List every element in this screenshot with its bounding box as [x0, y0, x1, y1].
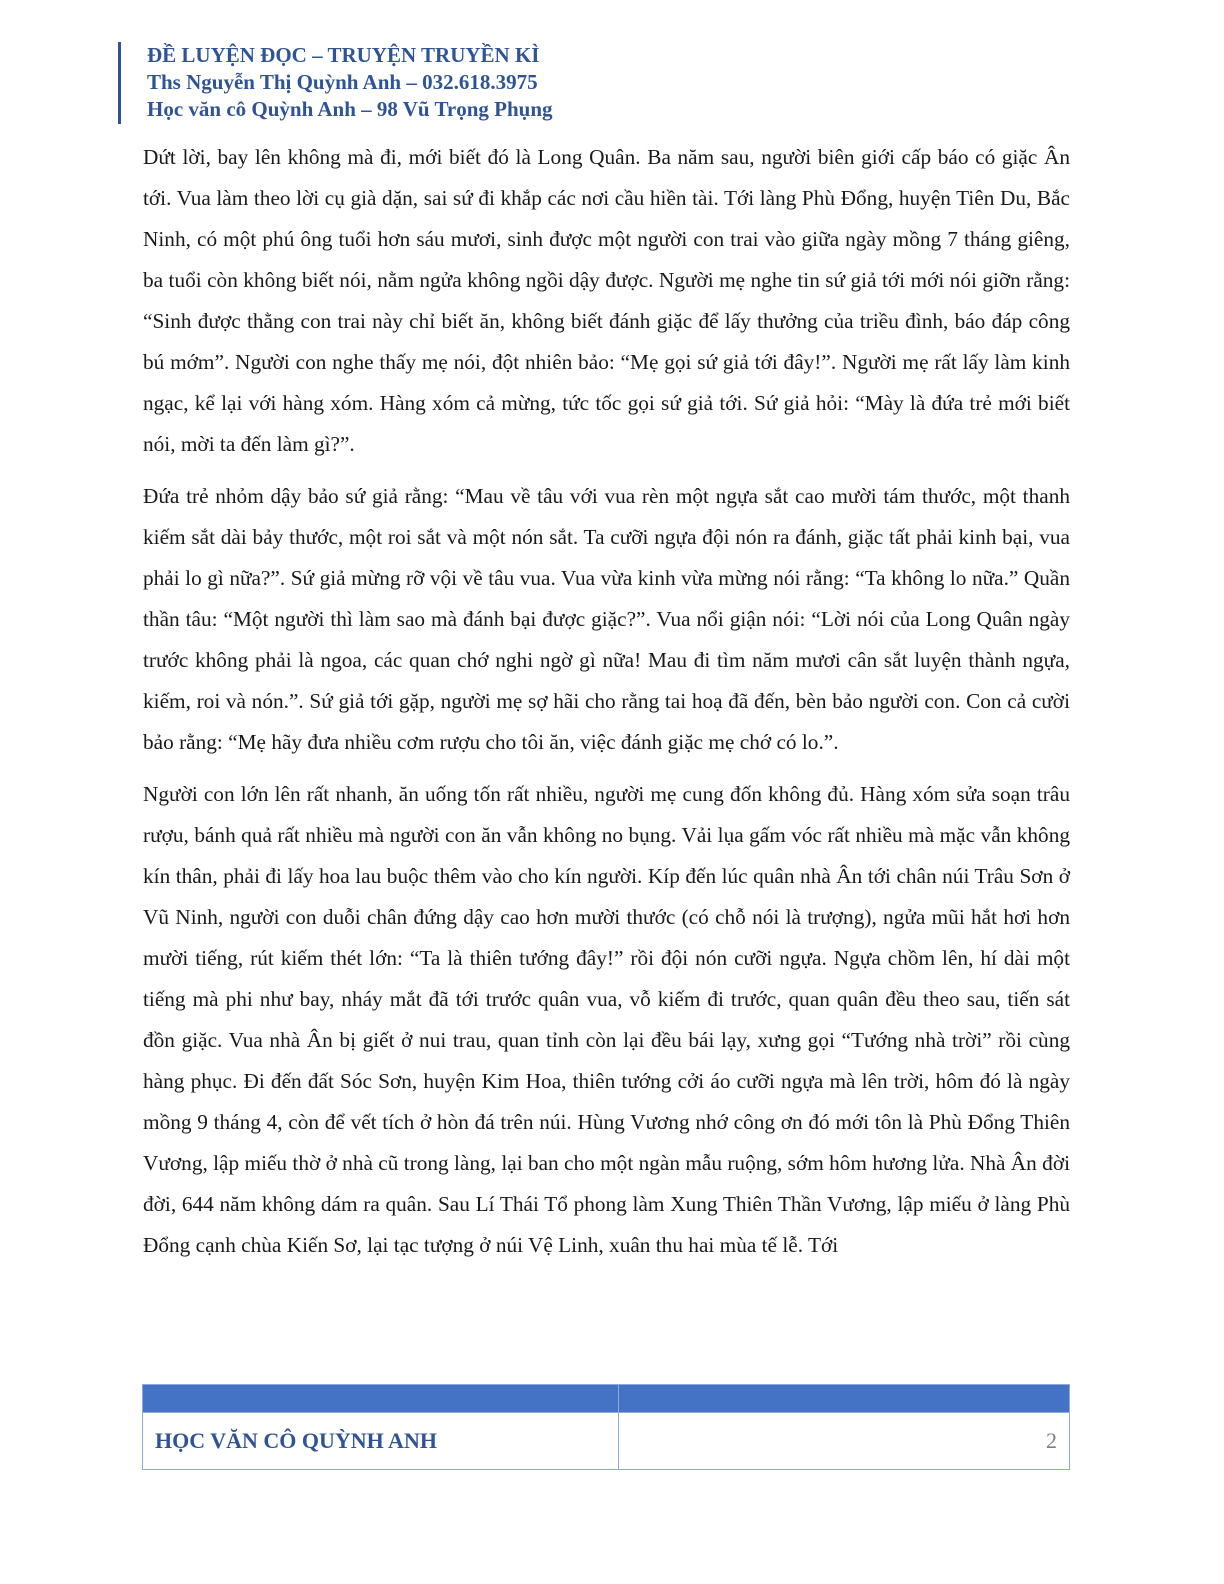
page-header	[118, 42, 553, 124]
footer-band-right	[619, 1385, 1070, 1413]
page-footer	[142, 1384, 1070, 1470]
header-title: ĐỀ LUYỆN ĐỌC – TRUYỆN TRUYỀN KÌ	[147, 43, 540, 67]
footer-band-left	[143, 1385, 619, 1413]
footer-band	[143, 1385, 1070, 1413]
paragraph-2: Đứa trẻ nhỏm dậy bảo sứ giả rằng: “Mau về tâu với vua rèn một ngựa sắt cao mười tám thước, một thanh kiếm sắt dài bảy thước, một roi sắt và một nón sắt. Ta cưỡi ngựa đội nón ra đánh, giặc tất phải kinh bại, vua phải lo gì nữa?”. Sứ giả mừng rỡ vội về tâu vua. Vua vừa kinh vừa mừng nói rằng: “Ta không lo nữa.” Quần thần tâu: “Một người thì làm sao mà đánh bại được giặc?”. Vua nổi giận nói: “Lời nói của Long Quân ngày trước không phải là ngoa, các quan chớ nghi ngờ gì nữa! Mau đi tìm năm mươi cân sắt luyện thành ngựa, kiếm, roi và nón.”. Sứ giả tới gặp, người mẹ sợ hãi cho rằng tai hoạ đã đến, bèn bảo người con. Con cả cười bảo rằng: “Mẹ hãy đưa nhiều cơm rượu cho tôi ăn, việc đánh giặc mẹ chớ có lo.”.	[143, 484, 1070, 754]
footer-row	[143, 1413, 1070, 1470]
page-number: 2	[619, 1413, 1070, 1470]
document-body	[143, 137, 1070, 1277]
footer-label: HỌC VĂN CÔ QUỲNH ANH	[143, 1413, 619, 1470]
paragraph-1: Dứt lời, bay lên không mà đi, mới biết đó là Long Quân. Ba năm sau, người biên giới cấp báo có giặc Ân tới. Vua làm theo lời cụ già dặn, sai sứ đi khắp các nơi cầu hiền tài. Tới làng Phù Đổng, huyện Tiên Du, Bắc Ninh, có một phú ông tuổi hơn sáu mươi, sinh được một người con trai vào giữa ngày mồng 7 tháng giêng, ba tuổi còn không biết nói, nằm ngửa không ngồi dậy được. Người mẹ nghe tin sứ giả tới mới nói giỡn rằng: “Sinh được thằng con trai này chỉ biết ăn, không biết đánh giặc để lấy thưởng của triều đình, báo đáp công bú mớm”. Người con nghe thấy mẹ nói, đột nhiên bảo: “Mẹ gọi sứ giả tới đây!”. Người mẹ rất lấy làm kinh ngạc, kể lại với hàng xóm. Hàng xóm cả mừng, tức tốc gọi sứ giả tới. Sứ giả hỏi: “Mày là đứa trẻ mới biết nói, mời ta đến làm gì?”.	[143, 145, 1070, 456]
header-author: Ths Nguyễn Thị Quỳnh Anh – 032.618.3975	[147, 70, 538, 94]
header-address: Học văn cô Quỳnh Anh – 98 Vũ Trọng Phụng	[147, 97, 553, 121]
paragraph-3: Người con lớn lên rất nhanh, ăn uống tốn rất nhiều, người mẹ cung đốn không đủ. Hàng xóm sửa soạn trâu rượu, bánh quả rất nhiều mà người con ăn vẫn không no bụng. Vải lụa gấm vóc rất nhiều mà mặc vẫn không kín thân, phải đi lấy hoa lau buộc thêm vào cho kín người. Kíp đến lúc quân nhà Ân tới chân núi Trâu Sơn ở Vũ Ninh, người con duỗi chân đứng dậy cao hơn mười thước (có chỗ nói là trượng), ngửa mũi hắt hơi hơn mười tiếng, rút kiếm thét lớn: “Ta là thiên tướng đây!” rồi đội nón cưỡi ngựa. Ngựa chồm lên, hí dài một tiếng mà phi như bay, nháy mắt đã tới trước quân vua, vỗ kiếm đi trước, quan quân đều theo sau, tiến sát đồn giặc. Vua nhà Ân bị giết ở nui trau, quan tỉnh còn lại đều bái lạy, xưng gọi “Tướng nhà trời” rồi cùng hàng phục. Đi đến đất Sóc Sơn, huyện Kim Hoa, thiên tướng cởi áo cưỡi ngựa mà lên trời, hôm đó là ngày mồng 9 tháng 4, còn để vết tích ở hòn đá trên núi. Hùng Vương nhớ công ơn đó mới tôn là Phù Đổng Thiên Vương, lập miếu thờ ở nhà cũ trong làng, lại ban cho một ngàn mẫu ruộng, sớm hôm hương lửa. Nhà Ân đời đời, 644 năm không dám ra quân. Sau Lí Thái Tổ phong làm Xung Thiên Thần Vương, lập miếu ở làng Phù Đổng cạnh chùa Kiến Sơ, lại tạc tượng ở núi Vệ Linh, xuân thu hai mùa tế lễ. Tới	[143, 782, 1070, 1257]
